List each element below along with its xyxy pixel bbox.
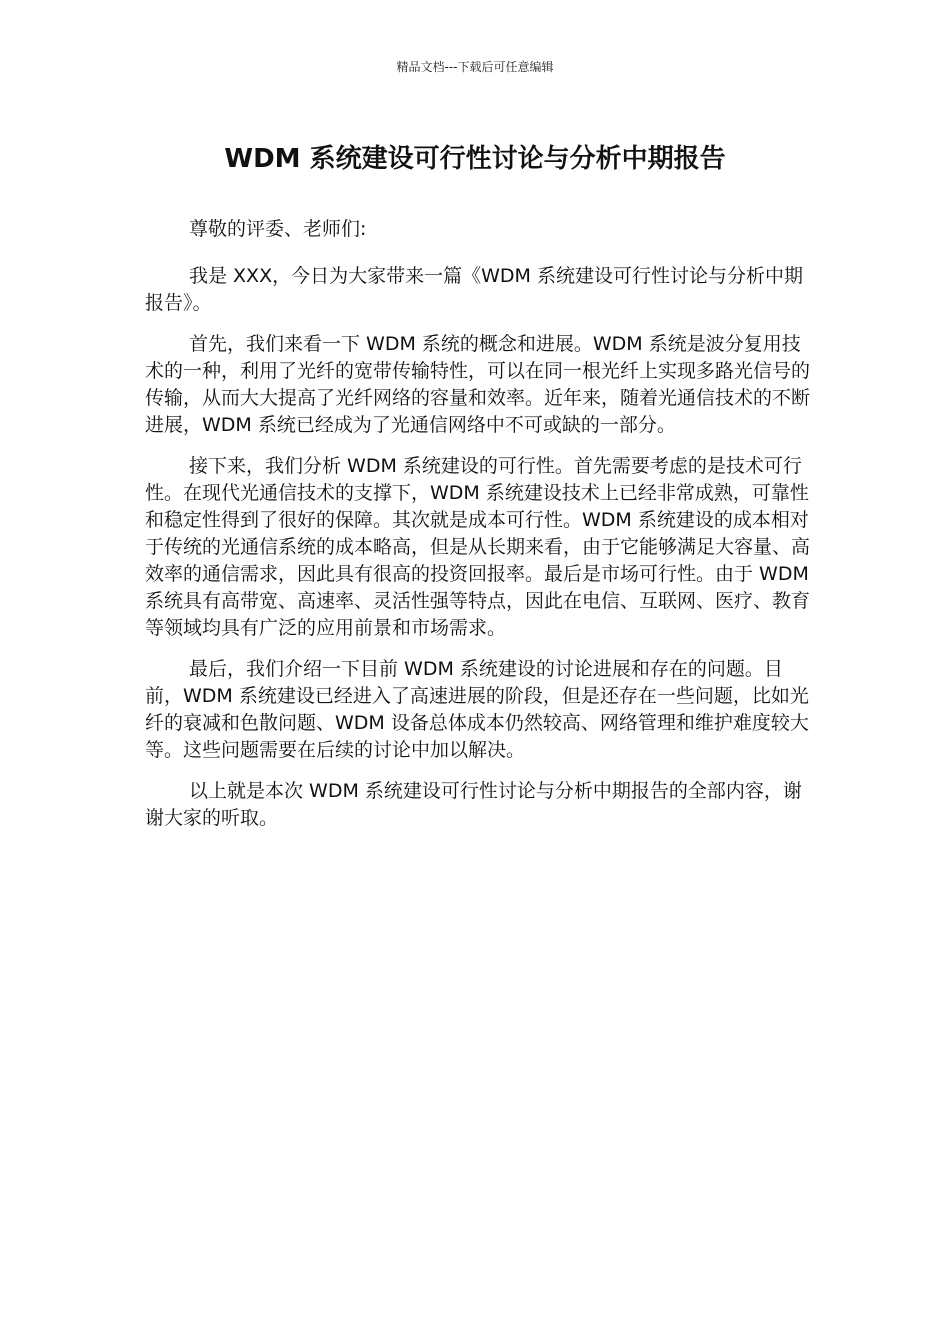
paragraph-closing: 以上就是本次 WDM 系统建设可行性讨论与分析中期报告的全部内容，谢谢大家的听取。 (145, 780, 802, 829)
document-body (145, 216, 813, 846)
paragraph-concept: 首先，我们来看一下 WDM 系统的概念和进展。WDM 系统是波分复用技术的一种，利用了光纤的宽带传输特性，可以在同一根光纤上实现多路光信号的传输，从而大大提高了光纤网络的容量和效率。近年来，随着光通信技术的不断进展，WDM 系统已经成为了光通信网络中不可或缺的一部分。 (145, 333, 811, 436)
paragraph-feasibility: 接下来，我们分析 WDM 系统建设的可行性。首先需要考虑的是技术可行性。在现代光通信技术的支撑下，WDM 系统建设技术上已经非常成熟，可靠性和稳定性得到了很好的保障。其次就是成本可行性。WDM 系统建设的成本相对于传统的光通信系统的成本略高，但是从长期来看，由于它能够满足大容量、高效率的通信需求，因此具有很高的投资回报率。最后是市场可行性。由于 WDM 系统具有高带宽、高速率、灵活性强等特点，因此在电信、互联网、医疗、教育等领域均具有广泛的应用前景和市场需求。 (145, 455, 811, 639)
paragraph-progress-issues: 最后，我们介绍一下目前 WDM 系统建设的讨论进展和存在的问题。目前，WDM 系统建设已经进入了高速进展的阶段，但是还存在一些问题，比如光纤的衰减和色散问题、WDM 设备总体成本仍然较高、网络管理和维护难度较大等。这些问题需要在后续的讨论中加以解决。 (145, 658, 809, 761)
document-title: WDM 系统建设可行性讨论与分析中期报告 (224, 144, 726, 174)
paragraph-intro: 我是 XXX，今日为大家带来一篇《WDM 系统建设可行性讨论与分析中期报告》。 (145, 265, 803, 314)
paragraph-salutation: 尊敬的评委、老师们: (189, 218, 367, 240)
header-note: 精品文档---下载后可任意编辑 (396, 60, 554, 74)
